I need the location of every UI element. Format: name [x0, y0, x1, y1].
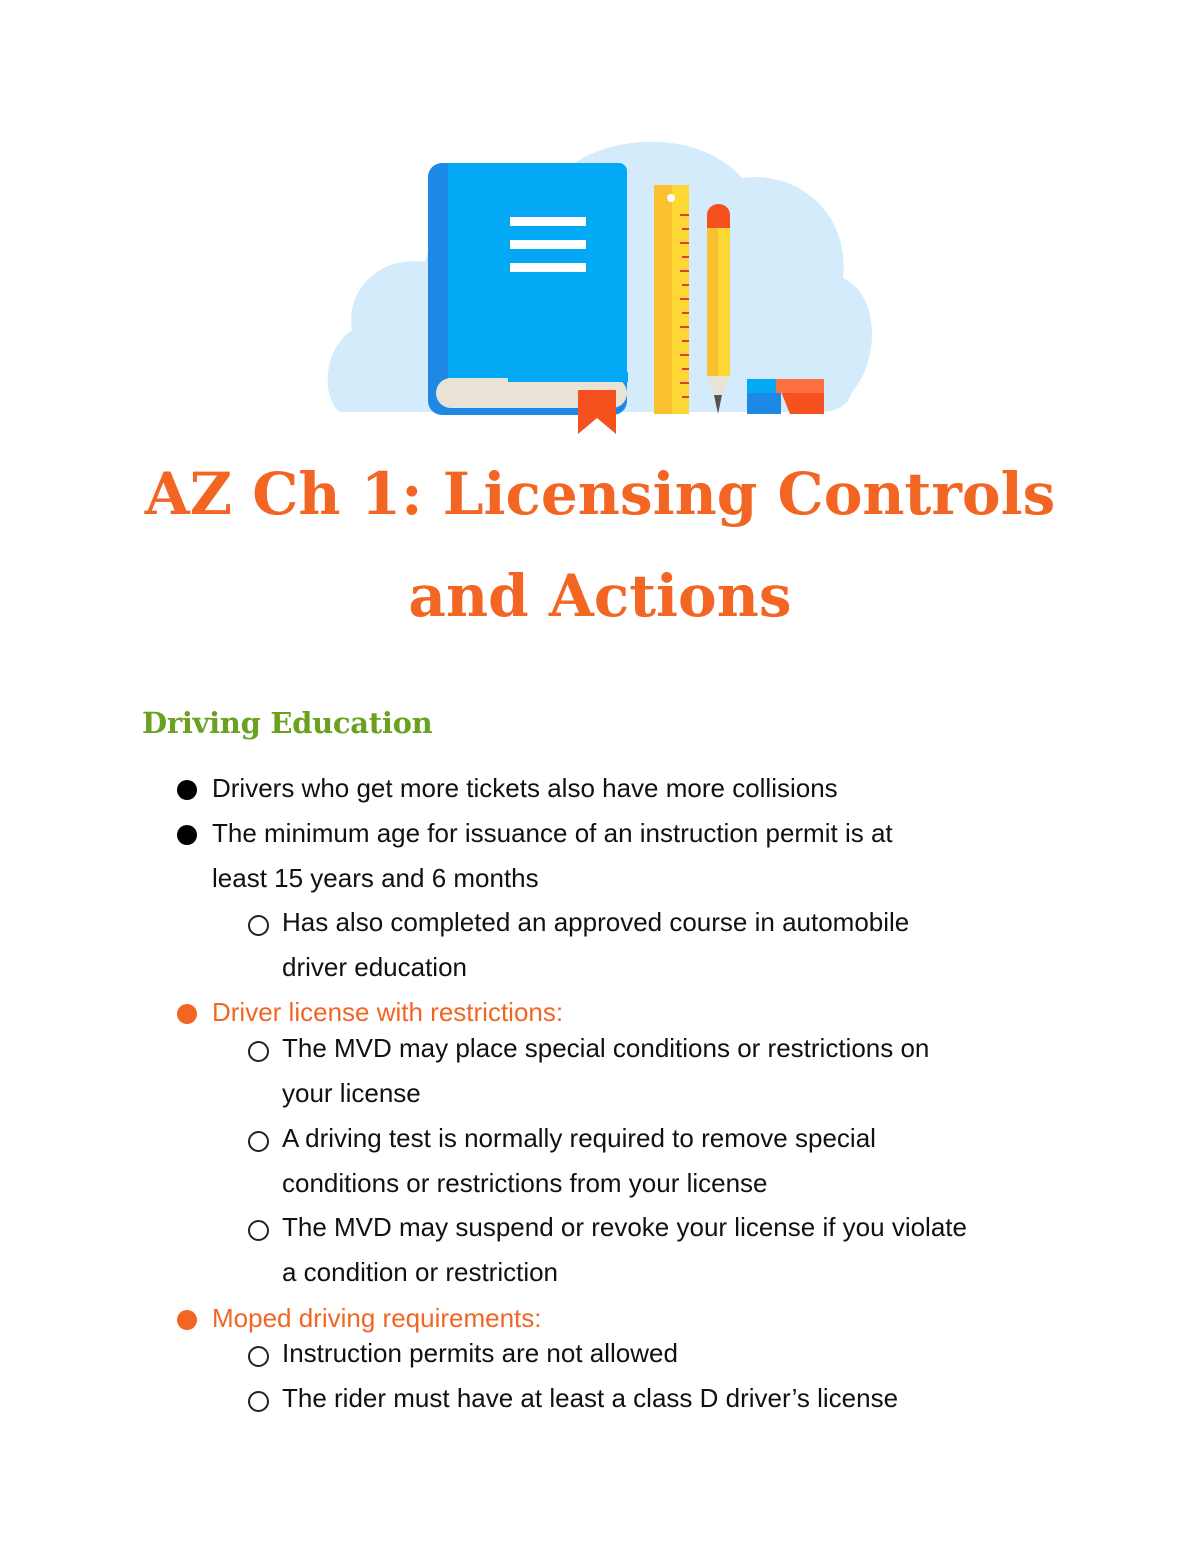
list-item-text-line: Driver license with restrictions: [212, 997, 564, 1027]
list-item [212, 766, 1080, 811]
hollow-bullet-icon [248, 1041, 269, 1062]
ruler-icon [654, 185, 689, 414]
list-item-text-line: least 15 years and 6 months [212, 863, 539, 893]
hero-illustration [326, 130, 874, 440]
sub-list-item [282, 900, 1080, 990]
list-item-text-line: your license [282, 1078, 421, 1108]
hollow-bullet-icon [248, 1391, 269, 1412]
orange-bullet-icon [177, 1004, 197, 1024]
title-line-1: AZ Ch 1: Licensing Controls [144, 460, 1056, 528]
list-item [212, 811, 1080, 901]
section-heading: Driving Education [142, 706, 433, 740]
orange-bullet-icon [177, 1310, 197, 1330]
book-icon [428, 163, 628, 415]
sub-list-item [282, 1376, 1080, 1421]
list-item-text-line: The MVD may place special conditions or restrictions on [282, 1033, 930, 1063]
sub-list-item [282, 1026, 1080, 1116]
list-item-text-line: A driving test is normally required to remove special [282, 1123, 876, 1153]
list-item-text-line: The MVD may suspend or revoke your license if you violate [282, 1212, 967, 1242]
hollow-bullet-icon [248, 1346, 269, 1367]
list-item-text-line: Instruction permits are not allowed [282, 1338, 678, 1368]
sub-list-item [282, 1331, 1080, 1376]
hollow-bullet-icon [248, 915, 269, 936]
title-line-2: and Actions [408, 562, 792, 630]
list-item-text-line: a condition or restriction [282, 1257, 559, 1287]
hollow-bullet-icon [248, 1220, 269, 1241]
document-title [0, 443, 1200, 647]
bullet-icon [177, 825, 197, 845]
list-item-text-line: conditions or restrictions from your license [282, 1168, 768, 1198]
sub-list-item [282, 1205, 1080, 1295]
pencil-icon [707, 204, 730, 414]
list-item-text-line: Drivers who get more tickets also have more collisions [212, 773, 838, 803]
hollow-bullet-icon [248, 1131, 269, 1152]
list-item-text-line: The minimum age for issuance of an instruction permit is at [212, 818, 893, 848]
bookmark-icon [578, 390, 616, 434]
bullet-icon [177, 780, 197, 800]
list-item-text-line: The rider must have at least a class D driver’s license [282, 1383, 899, 1413]
list-item-text-line: Has also completed an approved course in automobile [282, 907, 910, 937]
sub-list-item [282, 1116, 1080, 1206]
list-item-text-line: driver education [282, 952, 467, 982]
list-item-text-line: Moped driving requirements: [212, 1303, 542, 1333]
